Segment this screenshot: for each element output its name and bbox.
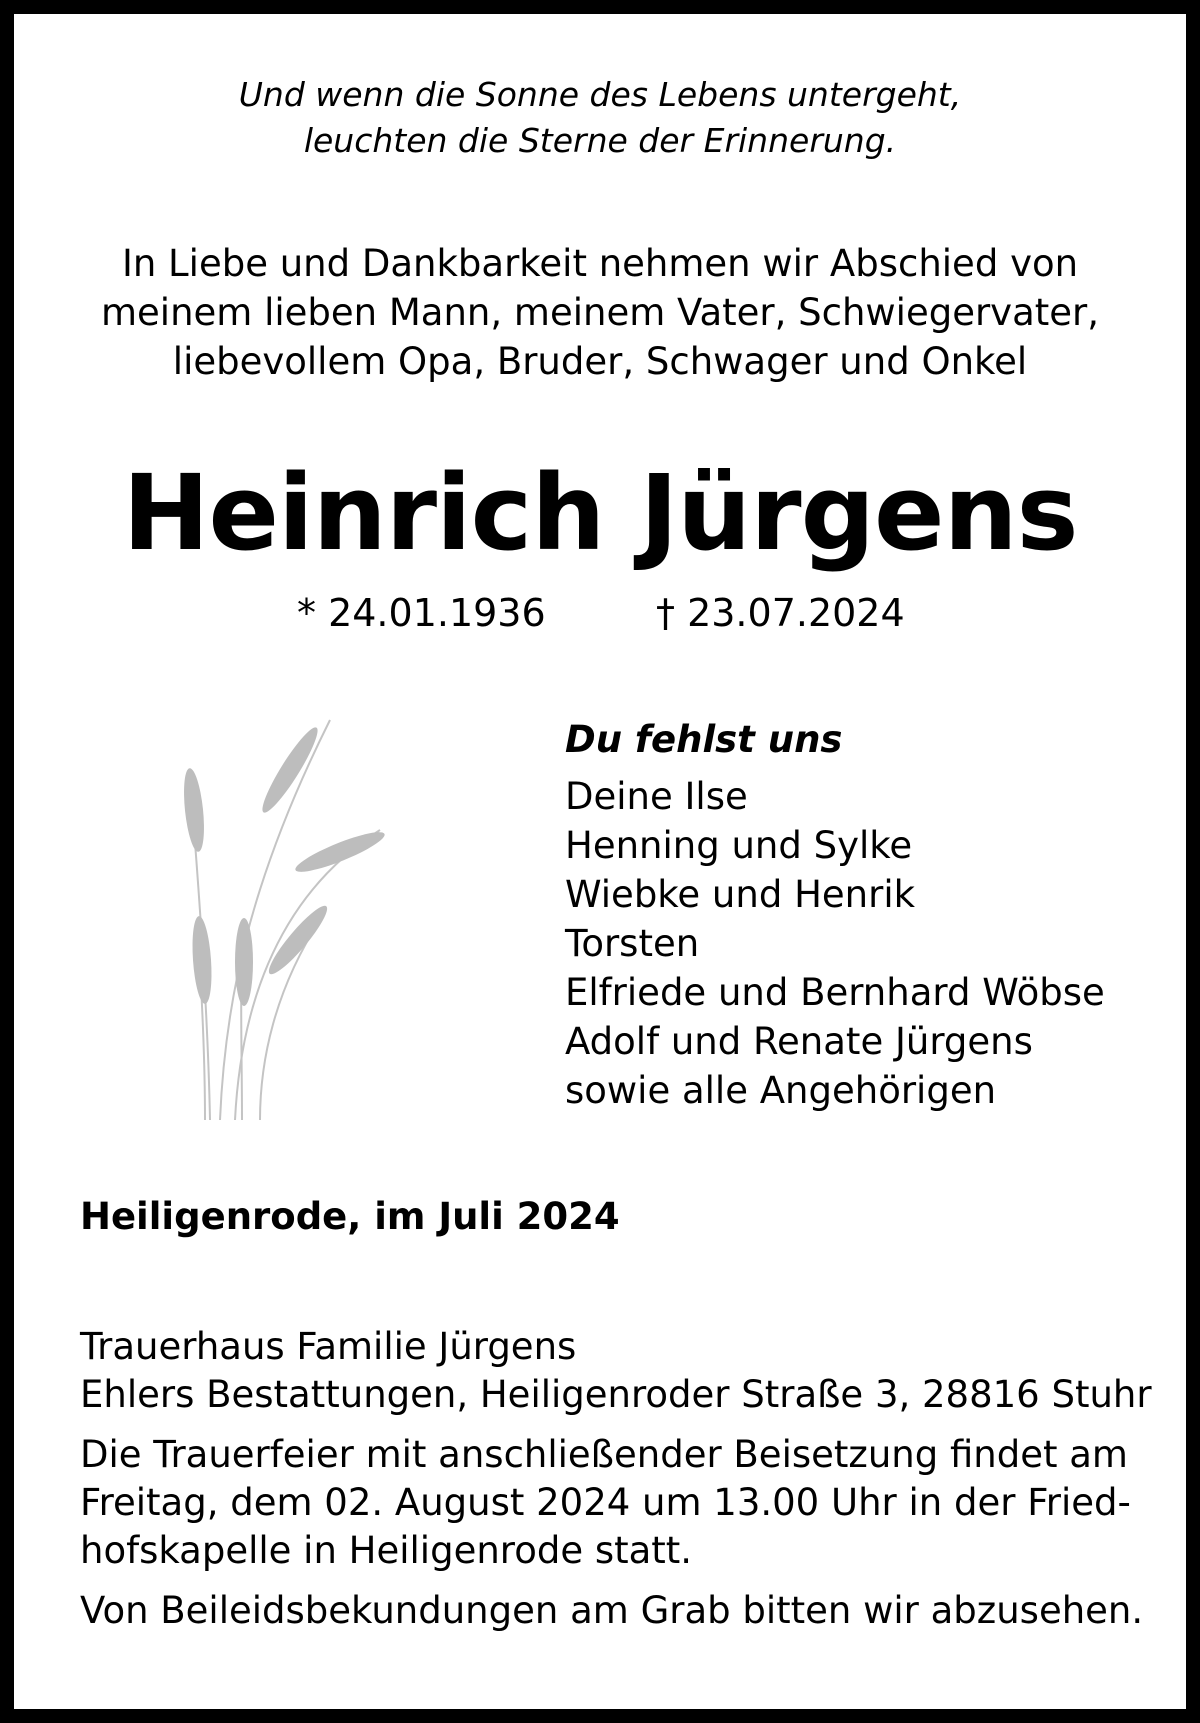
family-member: Henning und Sylke [565,824,913,867]
family-heading: Du fehlst uns [565,718,843,761]
undertaker-address: Ehlers Bestattungen, Heiligenroder Straße 3, 28816 Stuhr [80,1373,1152,1416]
opening-quote [0,72,1200,164]
quote-line-2: leuchten die Sterne der Erinnerung. [303,121,897,160]
place-and-date: Heiligenrode, im Juli 2024 [80,1195,620,1238]
mourning-house: Trauerhaus Familie Jürgens [80,1325,577,1368]
ceremony-details [80,1431,1152,1575]
family-member: sowie alle Angehörigen [565,1069,997,1112]
family-signatures [565,715,1105,1115]
intro-line-3: liebevollem Opa, Bruder, Schwager und Onkel [172,340,1028,383]
funeral-info [80,1323,1152,1635]
deceased-name: Heinrich Jürgens [122,452,1078,574]
death-date: † 23.07.2024 [656,591,905,635]
ceremony-line: Freitag, dem 02. August 2024 um 13.00 Uhr in der Fried- [80,1481,1131,1524]
wheat-ears [181,723,388,1006]
family-member: Wiebke und Henrik [565,873,916,916]
quote-line-1: Und wenn die Sonne des Lebens untergeht, [238,75,962,114]
ceremony-line: hofskapelle in Heiligenrode statt. [80,1529,693,1572]
intro-line-1: In Liebe und Dankbarkeit nehmen wir Abschied von [121,242,1079,285]
family-member: Adolf und Renate Jürgens [565,1020,1033,1063]
ceremony-line: Die Trauerfeier mit anschließender Beisetzung findet am [80,1433,1128,1476]
birth-date: * 24.01.1936 [297,591,546,635]
farewell-intro [0,239,1200,386]
condolence-note: Von Beileidsbekundungen am Grab bitten wir abzusehen. [80,1589,1144,1632]
family-member: Torsten [565,922,700,965]
intro-line-2: meinem lieben Mann, meinem Vater, Schwiegervater, [101,291,1099,334]
wheat-ears-icon [180,700,420,1120]
family-member: Elfriede und Bernhard Wöbse [565,971,1105,1014]
family-member: Deine Ilse [565,775,748,818]
